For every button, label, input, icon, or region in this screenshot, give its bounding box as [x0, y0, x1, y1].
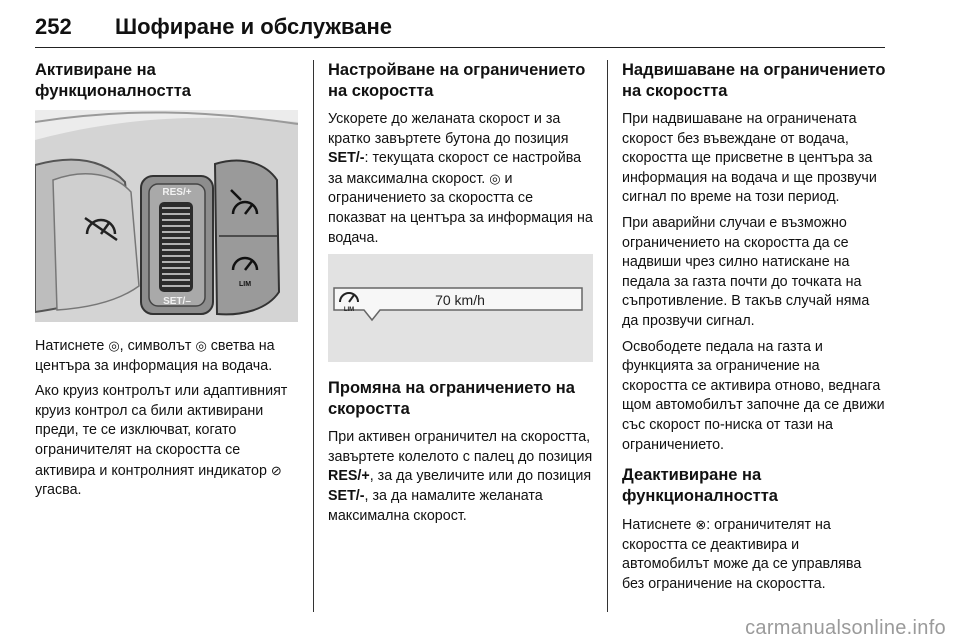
section-heading-exceeding: Надвишаване на ограничението на скоростта — [622, 61, 886, 100]
paragraph-deactivation: Натиснете ⊗: ограничителят на скоростта се деактивира и автомобилът може да се управлява без ограничение на скоростта. — [622, 517, 862, 592]
column-divider — [313, 60, 314, 612]
cruise-control-indicator-icon: ⊘ — [270, 462, 282, 478]
speed-limiter-icon: ◎ — [108, 338, 120, 353]
column-divider — [607, 60, 608, 612]
steering-wheel-controls-figure — [35, 110, 298, 322]
lim-label: LIM — [343, 307, 355, 314]
paragraph-change: При активен ограничител на скоростта, завъртете колелото с палец до позиция RES/+, за да увеличите или до позиция SET/-, за да намалите желаната максимална скорост. — [328, 429, 593, 524]
column-2 — [328, 60, 593, 532]
paragraph-press-button: Натиснете ◎, символът ◎ светва на центъра за информация на водача. — [35, 338, 275, 374]
res-label: RES/+ — [162, 187, 192, 198]
speed-limiter-icon: ◎ — [195, 338, 207, 353]
section-heading-setting: Настройване на ограничението на скоростта — [328, 61, 586, 100]
watermark: carmanualsonline.info — [745, 617, 946, 639]
column-3 — [622, 60, 887, 600]
section-heading-activation: Активиране на функционалността — [35, 61, 191, 100]
paragraph-emergency: При аварийни случаи е възможно ограничението на скоростта да се надвиши чрез силно натискане на педала за газта почти до точката на съпротивление. В такъв случай няма да прозвучи сигнал. — [622, 214, 870, 329]
column-1 — [35, 60, 298, 507]
display-speed-value: 70 km/h — [435, 292, 485, 309]
thumbwheel — [159, 202, 193, 292]
paragraph-cruise-deactivation: Ако круиз контролът или адаптивният круиз контрол са били активирани преди, те се изключват, когато ограничителят на скоростта се активира и контролният индикатор ⊘ угасва. — [35, 383, 288, 499]
set-label: SET/– — [163, 296, 191, 307]
section-heading-deactivation: Деактивиране на функционалността — [622, 466, 778, 506]
speed-limiter-icon: ◎ — [489, 170, 501, 186]
driver-info-display-figure — [328, 254, 593, 362]
lim-label: LIM — [238, 281, 252, 288]
page-title: Шофиране и обслужване — [115, 14, 393, 39]
paragraph-release-pedal: Освободете педала на газта и функцията за ограничение на скоростта се активира отново, веднага щом автомобилът започне да се движи със скорост по-ниска от тази на ограничението. — [622, 338, 885, 453]
section-heading-change: Промяна на ограничението на скоростта — [328, 379, 575, 419]
page-header — [35, 14, 885, 50]
page-number: 252 — [35, 14, 72, 39]
paragraph-exceeding: При надвишаване на ограничената скорост без въвеждане от водача, скоростта ще присветне в центъра за информация на водача и ще прозвучи сигнал по време на този период. — [622, 111, 877, 206]
header-rule — [35, 47, 885, 48]
speed-limiter-off-icon: ⊗ — [695, 517, 707, 533]
paragraph-setting: Ускорете до желаната скорост и за кратко завъртете бутона до позиция SET/-: текущата скорост се настройва за максимална скорост. ◎ и ограничението за скоростта се показват на центъра за информация на водача. — [328, 111, 593, 246]
